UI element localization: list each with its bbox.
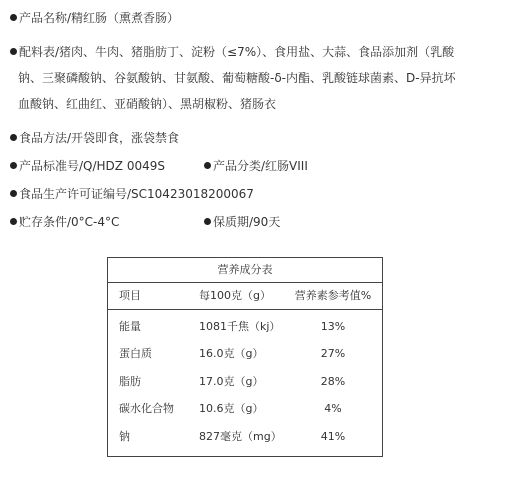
nutrient-name: 能量 (119, 320, 141, 333)
method-line (10, 130, 179, 146)
nutrient-nrv: 27% (320, 347, 346, 360)
bullet-icon (10, 48, 17, 55)
bullet-icon (10, 218, 17, 225)
nutrient-name: 蛋白质 (119, 347, 152, 360)
bullet-icon (10, 190, 17, 197)
nutrition-table-title: 营养成分表 (108, 258, 382, 283)
storage-line (10, 214, 119, 230)
category-line (204, 158, 308, 174)
category-text: 产品分类/红肠VIII (213, 159, 308, 173)
nutrient-amount: 1081千焦（kj） (199, 320, 281, 333)
standard-line (10, 158, 165, 174)
table-row (108, 372, 382, 392)
storage-text: 贮存条件/0°C-4°C (19, 215, 120, 229)
nutrient-name: 碳水化合物 (119, 402, 174, 415)
ingredients-text-2: 钠、三聚磷酸钠、谷氨酸钠、甘氨酸、葡萄糖酸-δ-内酯、乳酸链球菌素、D-异抗坏 (18, 71, 456, 85)
bullet-icon (10, 14, 17, 21)
table-row (108, 317, 382, 337)
nutrient-nrv: 13% (320, 320, 346, 333)
bullet-icon (10, 162, 17, 169)
bullet-icon (10, 134, 17, 141)
nutrition-table-header (108, 282, 382, 310)
license-line (10, 186, 254, 202)
nutrient-amount: 17.0克（g） (199, 375, 264, 388)
table-row (108, 344, 382, 364)
nutrient-name: 脂肪 (119, 375, 141, 388)
nutrient-nrv: 41% (320, 430, 346, 443)
nutrition-table (107, 257, 383, 457)
method-text: 食品方法/开袋即食，涨袋禁食 (19, 131, 180, 145)
table-row (108, 427, 382, 447)
shelf-life-line (204, 214, 280, 230)
nutrient-name: 钠 (119, 430, 130, 443)
nutrient-nrv: 4% (324, 402, 342, 415)
bullet-icon (204, 162, 211, 169)
nutrient-amount: 16.0克（g） (199, 347, 264, 360)
nutrient-amount: 10.6克（g） (199, 402, 264, 415)
header-item: 项目 (119, 289, 141, 302)
shelf-life-text: 保质期/90天 (213, 215, 281, 229)
header-per-100g: 每100克（g） (199, 289, 271, 302)
nutrient-amount: 827毫克（mg） (199, 430, 282, 443)
bullet-icon (204, 218, 211, 225)
product-name-text: 产品名称/精红肠（熏煮香肠） (19, 11, 180, 25)
table-row (108, 399, 382, 419)
license-text: 食品生产许可证编号/SC10423018200067 (19, 187, 254, 201)
nutrient-nrv: 28% (320, 375, 346, 388)
ingredients-text-3: 血酸钠、红曲红、亚硝酸钠）、黑胡椒粉、猪肠衣 (18, 97, 277, 111)
product-name-line (10, 10, 179, 26)
standard-text: 产品标准号/Q/HDZ 0049S (19, 159, 165, 173)
ingredients-line (10, 44, 454, 60)
ingredients-text-1: 配料表/猪肉、牛肉、猪脂肪丁、淀粉（≤7%）、食用盐、大蒜、食品添加剂（乳酸 (19, 45, 455, 59)
header-nrv: 营养素参考值% (294, 289, 372, 302)
